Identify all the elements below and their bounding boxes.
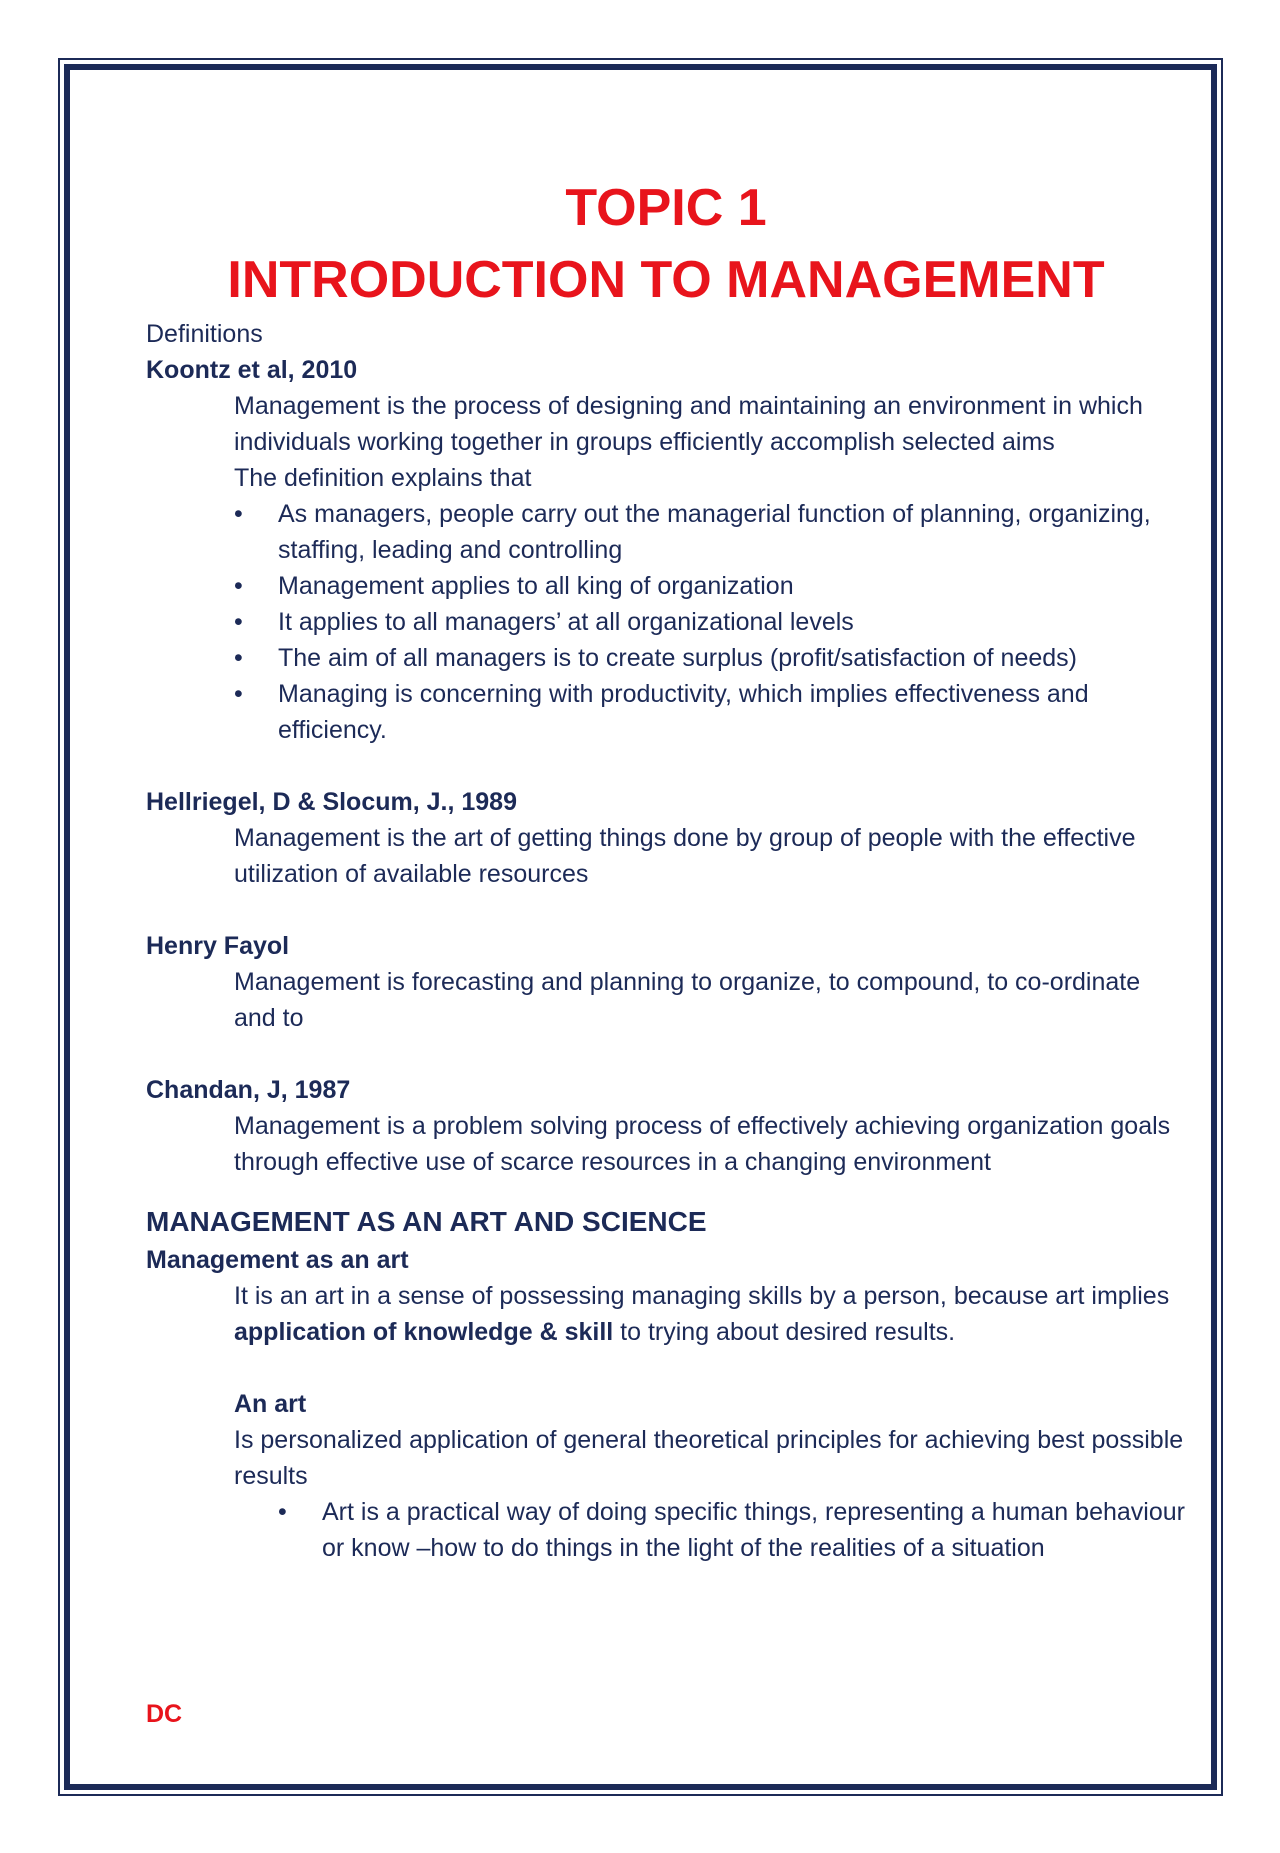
- definitions-label: Definitions: [146, 320, 263, 348]
- koontz-bullet-list: [146, 496, 1186, 748]
- koontz-explains: The definition explains that: [234, 464, 532, 492]
- an-art-text: Is personalized application of general theoretical principles for achieving best possible results: [234, 1426, 1184, 1490]
- an-art-heading: An art: [234, 1390, 307, 1418]
- art-science-heading: MANAGEMENT AS AN ART AND SCIENCE: [146, 1206, 707, 1237]
- art-text-bold: application of knowledge & skill: [234, 1318, 614, 1346]
- chandan-heading: Chandan, J, 1987: [146, 1076, 351, 1104]
- an-art-bullet-list: [146, 1494, 1186, 1566]
- title-line-2: INTRODUCTION TO MANAGEMENT: [227, 251, 1105, 309]
- footer-initials: DC: [146, 1700, 183, 1728]
- fayol-heading: Henry Fayol: [146, 932, 290, 960]
- chandan-definition: Management is a problem solving process of effectively achieving organization goals through effective use of scarce resources in a changing environment: [234, 1112, 1171, 1176]
- koontz-heading: Koontz et al, 2010: [146, 356, 358, 384]
- koontz-definition: Management is the process of designing and maintaining an environment in which individuals working together in groups efficiently accomplish selected aims: [234, 392, 1143, 456]
- hellriegel-definition: Management is the art of getting things done by group of people with the effective utilization of available resources: [234, 824, 1136, 888]
- fayol-definition: Management is forecasting and planning to organize, to compound, to co-ordinate and to: [234, 968, 1141, 1032]
- list-item: • Management applies to all king of organization: [234, 568, 1186, 604]
- list-item: • It applies to all managers’ at all organizational levels: [234, 604, 1186, 640]
- hellriegel-heading: Hellriegel, D & Slocum, J., 1989: [146, 788, 517, 816]
- list-item: • The aim of all managers is to create surplus (profit/satisfaction of needs): [234, 640, 1186, 676]
- page-title: [146, 172, 1186, 316]
- art-paragraph: [234, 1278, 1186, 1350]
- list-item: • Managing is concerning with productivity, which implies effectiveness and efficiency.: [234, 676, 1186, 748]
- art-text-after: to trying about desired results.: [613, 1318, 956, 1346]
- list-item: • As managers, people carry out the managerial function of planning, organizing, staffing, leading and controlling: [234, 496, 1186, 568]
- art-subheading: Management as an art: [146, 1246, 409, 1274]
- document-body: [146, 172, 1186, 1566]
- title-line-1: TOPIC 1: [565, 179, 767, 237]
- list-item: • Art is a practical way of doing specific things, representing a human behaviour or know –how to do things in the light of the realities of a situation: [278, 1494, 1186, 1566]
- art-text-before: It is an art in a sense of possessing managing skills by a person, because art implies: [234, 1282, 1170, 1310]
